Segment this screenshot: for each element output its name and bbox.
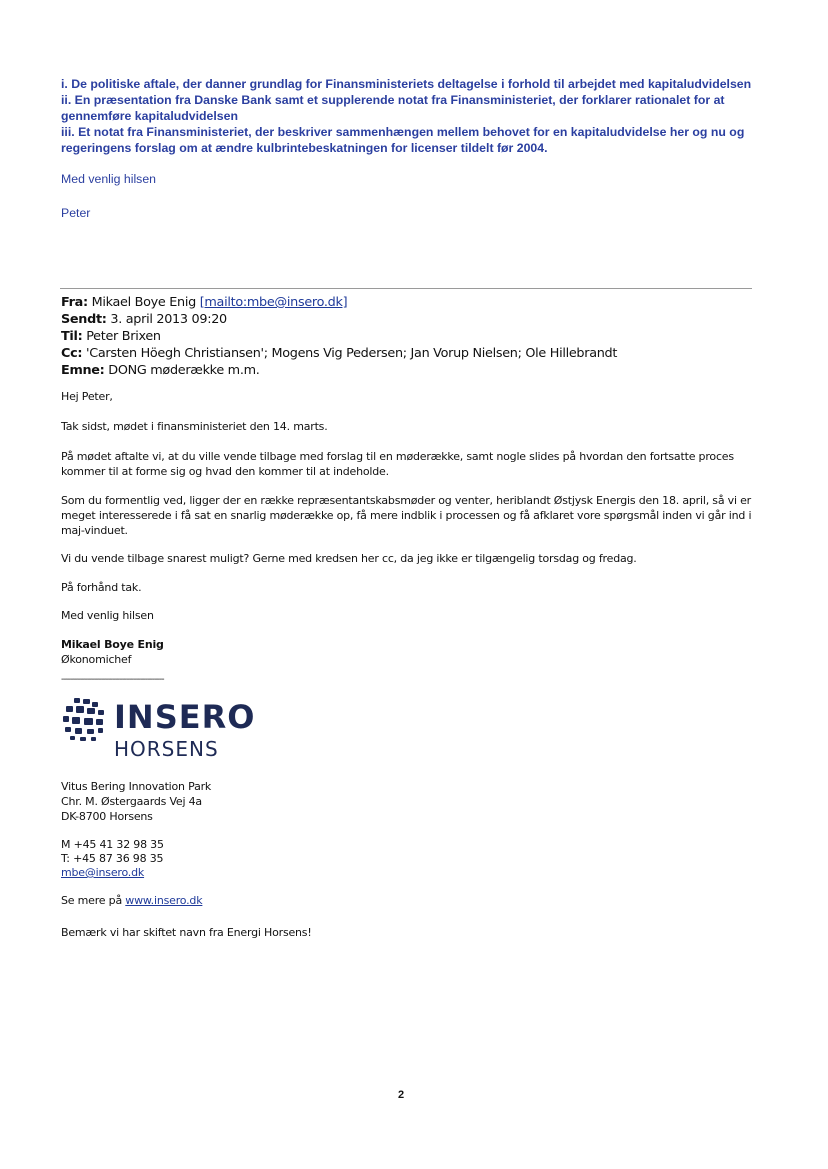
page-number: 2	[398, 1089, 405, 1101]
reply-line-3: iii. Et notat fra Finansministeriet, der beskriver sammenhængen mellem behovet for en kapitaludvidelse her og nu og regeringens forslag om at ændre kulbrintebeskatningen for licenser tildelt før 2004.	[61, 125, 745, 155]
reply-greeting: Med venlig hilsen	[61, 172, 157, 186]
sent-value: 3. april 2013 09:20	[110, 312, 227, 327]
body-paragraph-5: På forhånd tak.	[61, 581, 142, 594]
website-link[interactable]: www.insero.dk	[125, 894, 203, 907]
address-line-2: Chr. M. Østergaards Vej 4a	[61, 795, 202, 808]
website-prefix: Se mere på	[61, 894, 122, 907]
address-line-3: DK-8700 Horsens	[61, 810, 153, 823]
salutation: Hej Peter,	[61, 390, 113, 403]
cc-label: Cc:	[61, 346, 83, 361]
cc-value: 'Carsten Höegh Christiansen'; Mogens Vig Pedersen; Jan Vorup Nielsen; Ole Hillebrandt	[85, 346, 618, 361]
closing: Med venlig hilsen	[61, 609, 154, 622]
from-label: Fra:	[61, 295, 88, 310]
insero-logo-icon	[60, 696, 108, 744]
body-paragraph-1: Tak sidst, mødet i finansministeriet den 14. marts.	[61, 420, 328, 433]
logo-subtitle: HORSENS	[114, 737, 219, 761]
body-paragraph-4: Vi du vende tilbage snarest muligt? Gerne med kredsen her cc, da jeg ikke er tilgængelig torsdag og fredag.	[61, 552, 637, 565]
subject-value: DONG møderække m.m.	[108, 363, 260, 378]
logo-wordmark: INSERO	[114, 698, 256, 736]
sent-label: Sendt:	[61, 312, 107, 327]
reply-line-1: i. De politiske aftale, der danner grundlag for Finansministeriets deltagelse i forhold til arbejdet med kapitaludvidelsen	[61, 77, 752, 91]
body-paragraph-2: På mødet aftalte vi, at du ville vende tilbage med forslag til en møderække, samt nogle slides på hvordan den fortsatte proces kommer til at forme sig og hvad den kommer til at indeholde.	[61, 450, 734, 478]
body-paragraph-3: Som du formentlig ved, ligger der en række repræsentantskabsmøder og venter, heriblandt Østjysk Energis den 18. april, så vi er meget interesserede i få sat en snarlig møderække op, få mere indblik i processen og få afklaret vore spørgsmål inden vi går ind i maj-vinduet.	[61, 494, 752, 537]
mobile-number: M +45 41 32 98 35	[61, 838, 164, 851]
reply-block	[61, 76, 761, 156]
insero-logo	[60, 692, 260, 770]
to-value: Peter Brixen	[86, 329, 161, 344]
from-mailto-link[interactable]: [mailto:mbe@insero.dk]	[199, 295, 348, 310]
address-line-1: Vitus Bering Innovation Park	[61, 780, 212, 793]
name-change-note: Bemærk vi har skiftet navn fra Energi Horsens!	[61, 926, 312, 939]
to-label: Til:	[61, 329, 83, 344]
signature-separator: --------------------------------------------	[61, 674, 164, 685]
email-header	[61, 294, 617, 379]
reply-signature: Peter	[61, 206, 91, 220]
message-divider	[60, 288, 752, 289]
sender-name: Mikael Boye Enig	[61, 638, 164, 651]
subject-label: Emne:	[61, 363, 105, 378]
from-value: Mikael Boye Enig	[91, 295, 196, 310]
sender-title: Økonomichef	[61, 653, 132, 666]
reply-line-2: ii. En præsentation fra Danske Bank samt et supplerende notat fra Finansministeriet, der forklarer rationalet for at gennemføre kapitaludvidelsen	[61, 93, 725, 123]
phone-number: T: +45 87 36 98 35	[61, 852, 164, 865]
email-link[interactable]: mbe@insero.dk	[61, 866, 145, 879]
